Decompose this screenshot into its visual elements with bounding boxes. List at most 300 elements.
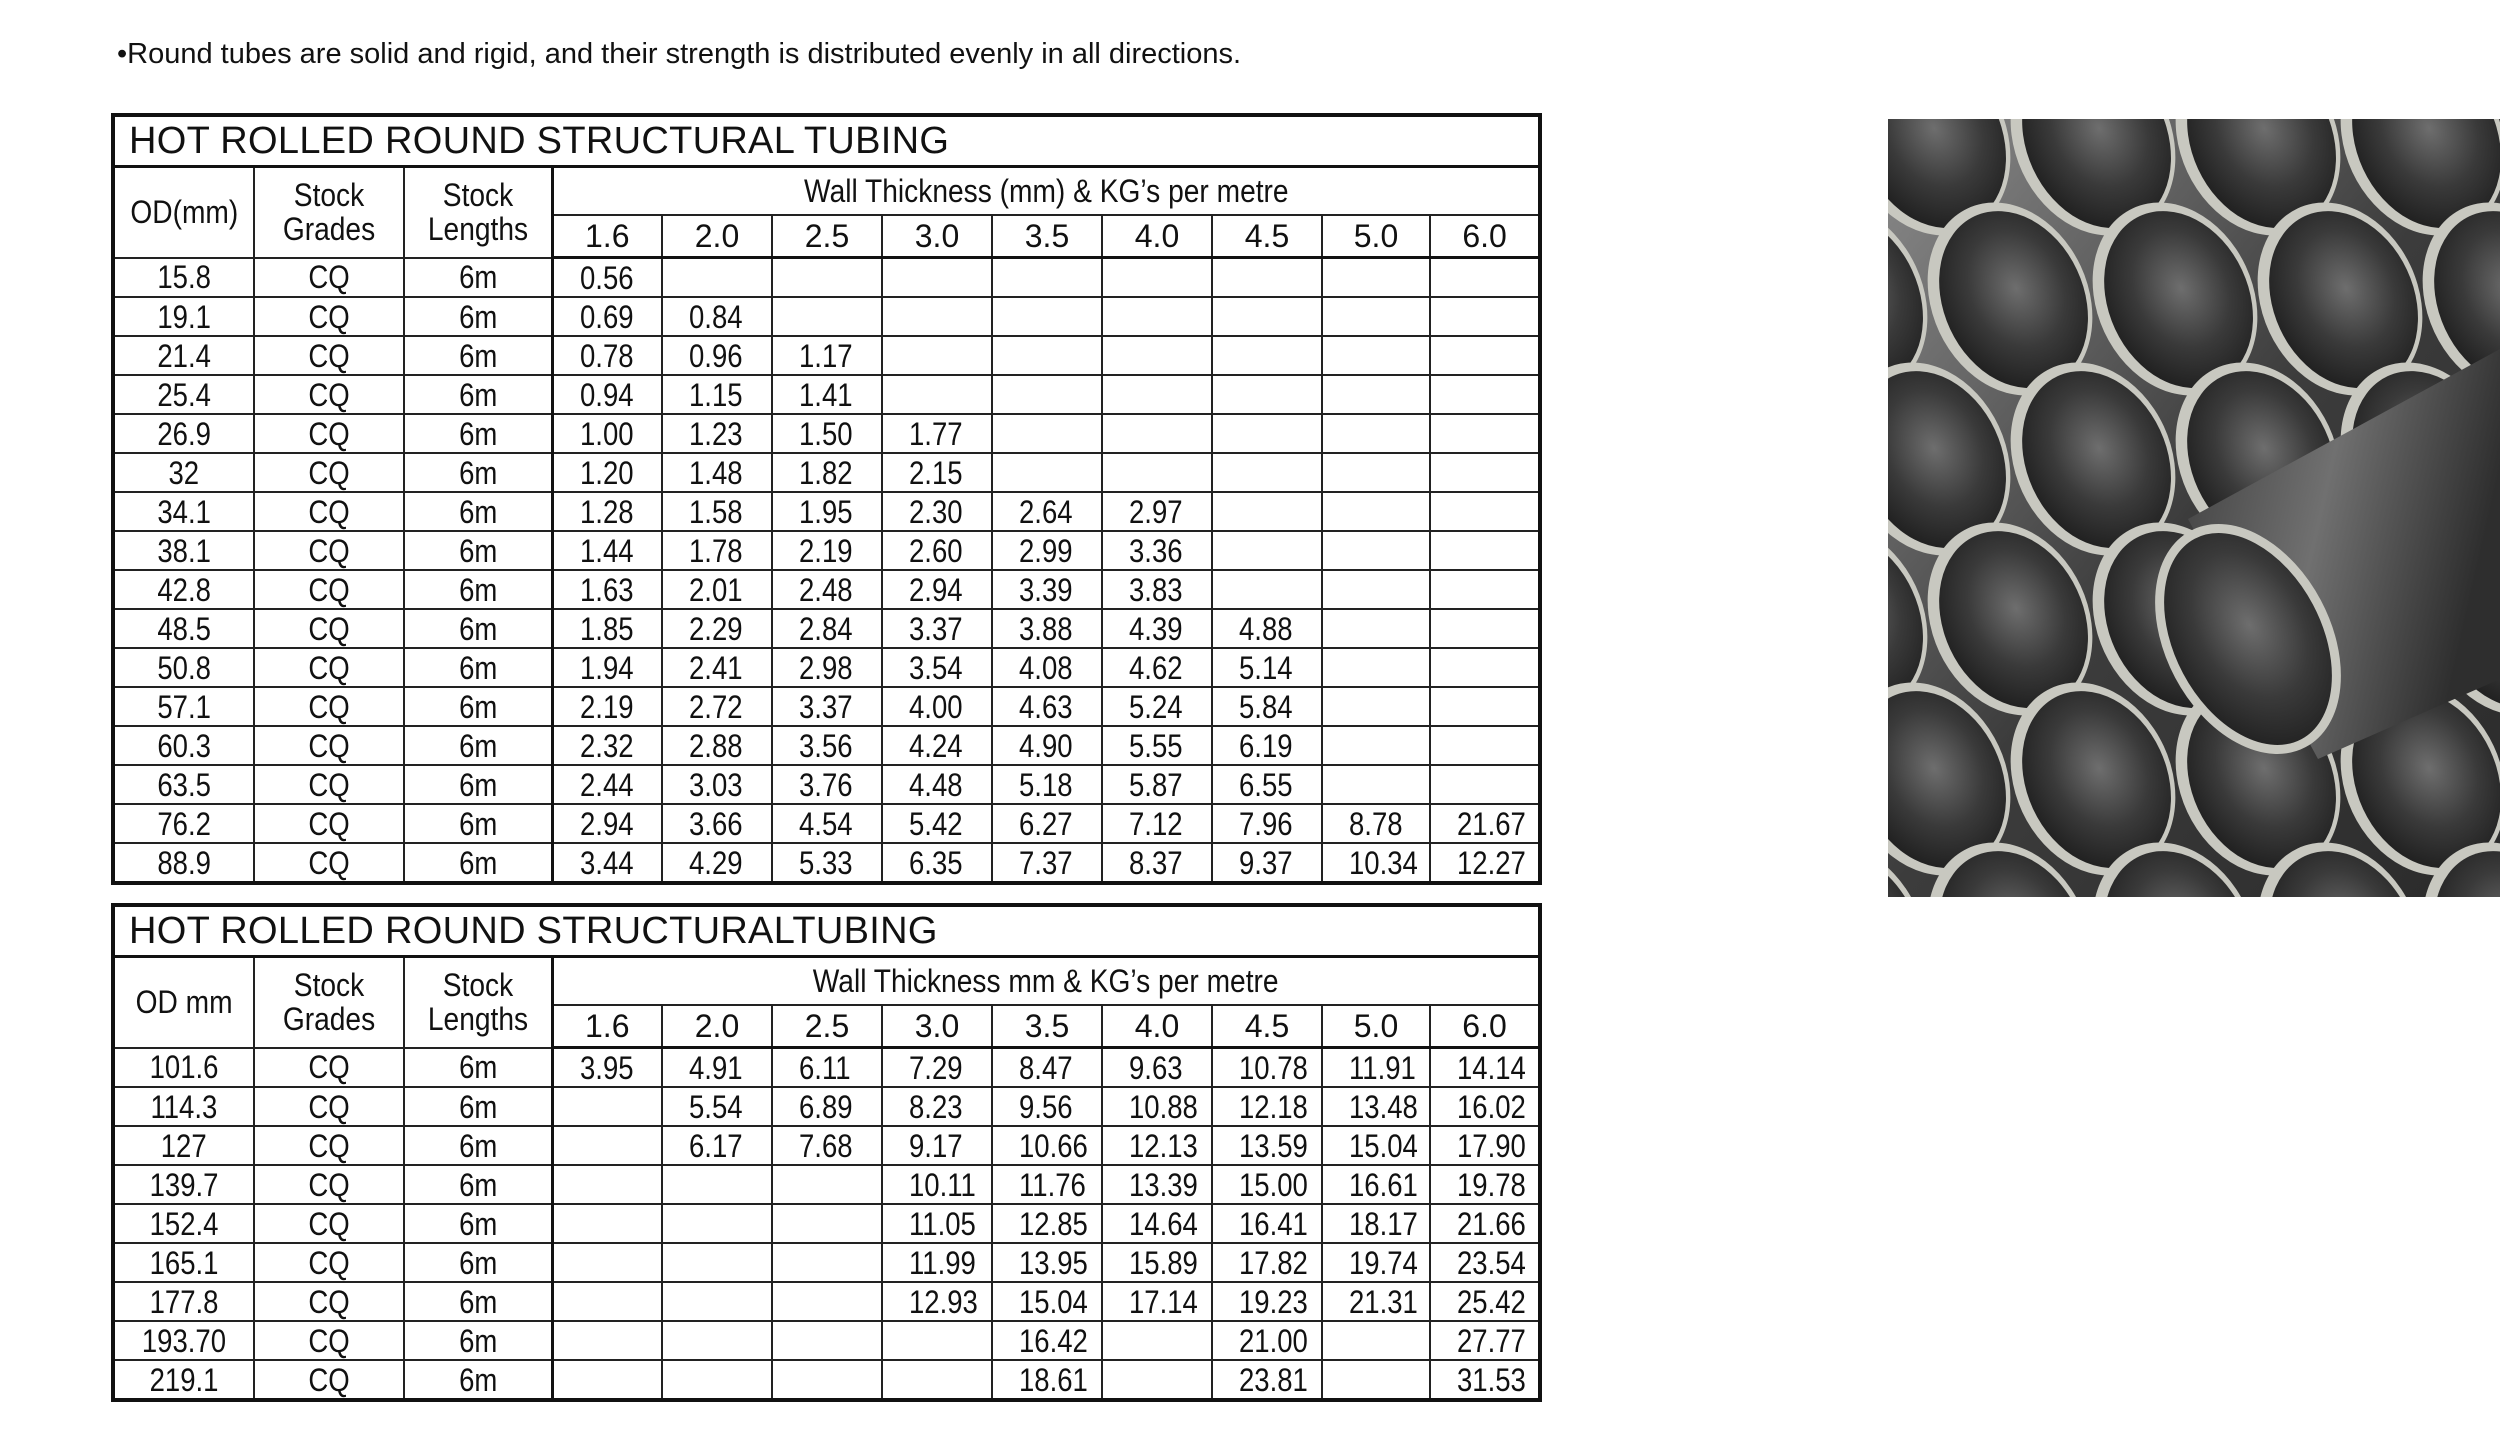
weight-cell: 0.96 xyxy=(662,336,772,375)
weight-cell xyxy=(1322,336,1430,375)
od-cell: 114.3 xyxy=(113,1087,254,1126)
weight-cell: 11.99 xyxy=(882,1243,992,1282)
weight-cell: 6.55 xyxy=(1212,765,1322,804)
weight-cell: 8.23 xyxy=(882,1087,992,1126)
weight-cell: 15.04 xyxy=(1322,1126,1430,1165)
weight-cell: 1.85 xyxy=(552,609,662,648)
weight-cell xyxy=(1430,336,1540,375)
weight-cell: 1.94 xyxy=(552,648,662,687)
weight-cell xyxy=(992,414,1102,453)
table-row xyxy=(113,1165,1540,1204)
table-row xyxy=(113,1321,1540,1360)
thickness-header: 1.6 xyxy=(552,215,662,258)
grade-cell: CQ xyxy=(254,609,404,648)
weight-cell xyxy=(662,258,772,298)
weight-cell: 16.02 xyxy=(1430,1087,1540,1126)
od-cell: 139.7 xyxy=(113,1165,254,1204)
weight-cell: 2.99 xyxy=(992,531,1102,570)
weight-cell xyxy=(1430,570,1540,609)
thickness-header: 1.6 xyxy=(552,1005,662,1048)
weight-cell: 5.42 xyxy=(882,804,992,843)
weight-cell xyxy=(772,1360,882,1400)
od-cell: 50.8 xyxy=(113,648,254,687)
weight-cell: 0.84 xyxy=(662,297,772,336)
weight-cell: 7.37 xyxy=(992,843,1102,883)
od-cell: 101.6 xyxy=(113,1048,254,1088)
weight-cell: 15.00 xyxy=(1212,1165,1322,1204)
weight-cell xyxy=(1212,492,1322,531)
weight-cell: 3.03 xyxy=(662,765,772,804)
weight-cell: 7.68 xyxy=(772,1126,882,1165)
weight-cell: 2.01 xyxy=(662,570,772,609)
weight-cell: 9.37 xyxy=(1212,843,1322,883)
weight-cell: 0.56 xyxy=(552,258,662,298)
table-body xyxy=(113,258,1540,884)
od-cell: 25.4 xyxy=(113,375,254,414)
grade-cell: CQ xyxy=(254,1243,404,1282)
od-cell: 38.1 xyxy=(113,531,254,570)
grade-cell: CQ xyxy=(254,726,404,765)
weight-cell: 3.56 xyxy=(772,726,882,765)
table-row xyxy=(113,765,1540,804)
weight-cell: 25.42 xyxy=(1430,1282,1540,1321)
weight-cell: 2.94 xyxy=(552,804,662,843)
grade-cell: CQ xyxy=(254,804,404,843)
intro-text: •Round tubes are solid and rigid, and their strength is distributed evenly in all directions. xyxy=(117,38,1242,70)
weight-cell xyxy=(1212,531,1322,570)
thickness-header: 6.0 xyxy=(1430,1005,1540,1048)
thickness-header: 4.5 xyxy=(1212,1005,1322,1048)
weight-cell xyxy=(1322,726,1430,765)
weight-cell: 11.91 xyxy=(1322,1048,1430,1088)
grade-cell: CQ xyxy=(254,1204,404,1243)
weight-cell xyxy=(882,1360,992,1400)
weight-cell: 3.76 xyxy=(772,765,882,804)
weight-cell xyxy=(1212,375,1322,414)
weight-cell: 1.23 xyxy=(662,414,772,453)
weight-cell xyxy=(662,1204,772,1243)
length-cell: 6m xyxy=(404,1321,552,1360)
weight-cell xyxy=(772,1321,882,1360)
od-cell: 152.4 xyxy=(113,1204,254,1243)
weight-cell: 2.98 xyxy=(772,648,882,687)
weight-cell: 10.88 xyxy=(1102,1087,1212,1126)
weight-cell: 4.00 xyxy=(882,687,992,726)
weight-cell xyxy=(1212,336,1322,375)
weight-cell: 17.14 xyxy=(1102,1282,1212,1321)
weight-cell xyxy=(1430,453,1540,492)
thickness-header: 6.0 xyxy=(1430,215,1540,258)
weight-cell: 17.82 xyxy=(1212,1243,1322,1282)
weight-cell: 12.93 xyxy=(882,1282,992,1321)
weight-cell: 6.11 xyxy=(772,1048,882,1088)
od-cell: 21.4 xyxy=(113,336,254,375)
weight-cell: 2.19 xyxy=(772,531,882,570)
weight-cell: 1.15 xyxy=(662,375,772,414)
weight-cell: 8.37 xyxy=(1102,843,1212,883)
weight-cell: 8.47 xyxy=(992,1048,1102,1088)
weight-cell: 3.88 xyxy=(992,609,1102,648)
weight-cell xyxy=(992,297,1102,336)
weight-cell: 18.61 xyxy=(992,1360,1102,1400)
table-row xyxy=(113,414,1540,453)
lengths-header: Stock Lengths xyxy=(404,957,552,1048)
weight-cell: 4.29 xyxy=(662,843,772,883)
weight-cell: 2.72 xyxy=(662,687,772,726)
table-row xyxy=(113,531,1540,570)
grade-cell: CQ xyxy=(254,1321,404,1360)
weight-cell: 5.84 xyxy=(1212,687,1322,726)
weight-cell xyxy=(1430,765,1540,804)
grade-cell: CQ xyxy=(254,1126,404,1165)
weight-cell xyxy=(1322,531,1430,570)
grades-header: Stock Grades xyxy=(254,167,404,258)
od-cell: 26.9 xyxy=(113,414,254,453)
length-cell: 6m xyxy=(404,1165,552,1204)
length-cell: 6m xyxy=(404,609,552,648)
weight-cell: 1.82 xyxy=(772,453,882,492)
od-cell: 60.3 xyxy=(113,726,254,765)
table-row xyxy=(113,1048,1540,1088)
length-cell: 6m xyxy=(404,258,552,298)
weight-cell xyxy=(1322,570,1430,609)
table-row xyxy=(113,687,1540,726)
weight-cell: 7.96 xyxy=(1212,804,1322,843)
table-row xyxy=(113,1360,1540,1400)
weight-cell: 10.78 xyxy=(1212,1048,1322,1088)
weight-cell xyxy=(552,1204,662,1243)
length-cell: 6m xyxy=(404,648,552,687)
weight-cell xyxy=(1430,375,1540,414)
od-cell: 127 xyxy=(113,1126,254,1165)
weight-cell: 1.63 xyxy=(552,570,662,609)
length-cell: 6m xyxy=(404,1243,552,1282)
grade-cell: CQ xyxy=(254,492,404,531)
weight-cell: 5.33 xyxy=(772,843,882,883)
weight-cell: 11.76 xyxy=(992,1165,1102,1204)
weight-cell: 21.00 xyxy=(1212,1321,1322,1360)
od-cell: 48.5 xyxy=(113,609,254,648)
weight-cell: 1.17 xyxy=(772,336,882,375)
table-row xyxy=(113,648,1540,687)
table-body xyxy=(113,1048,1540,1401)
weight-cell xyxy=(1212,258,1322,298)
weight-cell xyxy=(772,1282,882,1321)
weight-cell xyxy=(552,1282,662,1321)
weight-cell: 1.00 xyxy=(552,414,662,453)
weight-cell: 21.31 xyxy=(1322,1282,1430,1321)
weight-cell: 0.94 xyxy=(552,375,662,414)
weight-cell: 1.41 xyxy=(772,375,882,414)
grade-cell: CQ xyxy=(254,648,404,687)
weight-cell xyxy=(1322,297,1430,336)
table-row xyxy=(113,297,1540,336)
od-cell: 88.9 xyxy=(113,843,254,883)
od-cell: 42.8 xyxy=(113,570,254,609)
weight-cell: 2.84 xyxy=(772,609,882,648)
weight-cell xyxy=(1212,297,1322,336)
grade-cell: CQ xyxy=(254,1165,404,1204)
weight-cell: 10.11 xyxy=(882,1165,992,1204)
weight-cell: 19.78 xyxy=(1430,1165,1540,1204)
weight-cell: 5.18 xyxy=(992,765,1102,804)
steel-tubes-photo xyxy=(1888,119,2500,897)
od-cell: 57.1 xyxy=(113,687,254,726)
weight-cell xyxy=(662,1321,772,1360)
od-cell: 19.1 xyxy=(113,297,254,336)
weight-cell: 2.44 xyxy=(552,765,662,804)
weight-cell: 5.24 xyxy=(1102,687,1212,726)
weight-cell: 19.74 xyxy=(1322,1243,1430,1282)
od-cell: 63.5 xyxy=(113,765,254,804)
od-cell: 177.8 xyxy=(113,1282,254,1321)
weight-cell: 1.77 xyxy=(882,414,992,453)
weight-cell: 2.41 xyxy=(662,648,772,687)
weight-cell: 1.20 xyxy=(552,453,662,492)
table-row xyxy=(113,1087,1540,1126)
thickness-header: 3.5 xyxy=(992,215,1102,258)
table-row xyxy=(113,804,1540,843)
thickness-header: 2.5 xyxy=(772,215,882,258)
weight-cell: 13.39 xyxy=(1102,1165,1212,1204)
weight-cell: 3.83 xyxy=(1102,570,1212,609)
weight-cell xyxy=(882,336,992,375)
lengths-header: Stock Lengths xyxy=(404,167,552,258)
weight-cell xyxy=(1430,258,1540,298)
weight-cell: 12.13 xyxy=(1102,1126,1212,1165)
weight-cell xyxy=(1102,258,1212,298)
weight-cell xyxy=(1322,258,1430,298)
weight-cell xyxy=(1102,297,1212,336)
weight-cell: 3.37 xyxy=(882,609,992,648)
tubing-table-2 xyxy=(111,903,1542,1402)
table-row xyxy=(113,1126,1540,1165)
weight-cell xyxy=(1102,453,1212,492)
weight-cell xyxy=(552,1360,662,1400)
thickness-header: 2.0 xyxy=(662,1005,772,1048)
weight-cell xyxy=(992,453,1102,492)
weight-cell: 14.14 xyxy=(1430,1048,1540,1088)
grade-cell: CQ xyxy=(254,453,404,492)
weight-cell: 6.19 xyxy=(1212,726,1322,765)
weight-cell: 7.29 xyxy=(882,1048,992,1088)
weight-cell: 14.64 xyxy=(1102,1204,1212,1243)
weight-cell: 1.28 xyxy=(552,492,662,531)
length-cell: 6m xyxy=(404,336,552,375)
length-cell: 6m xyxy=(404,297,552,336)
weight-cell: 3.37 xyxy=(772,687,882,726)
thickness-header: 2.5 xyxy=(772,1005,882,1048)
tubing-table-1 xyxy=(111,113,1542,885)
wall-thickness-header: Wall Thickness mm & KG’s per metre xyxy=(552,957,1540,1006)
weight-cell: 23.81 xyxy=(1212,1360,1322,1400)
length-cell: 6m xyxy=(404,804,552,843)
weight-cell: 27.77 xyxy=(1430,1321,1540,1360)
weight-cell: 1.58 xyxy=(662,492,772,531)
weight-cell: 4.24 xyxy=(882,726,992,765)
weight-cell xyxy=(1322,609,1430,648)
weight-cell: 21.66 xyxy=(1430,1204,1540,1243)
weight-cell xyxy=(1212,414,1322,453)
weight-cell: 1.50 xyxy=(772,414,882,453)
weight-cell: 12.18 xyxy=(1212,1087,1322,1126)
grade-cell: CQ xyxy=(254,1360,404,1400)
weight-cell xyxy=(772,1204,882,1243)
weight-cell xyxy=(552,1126,662,1165)
length-cell: 6m xyxy=(404,492,552,531)
weight-cell: 2.48 xyxy=(772,570,882,609)
length-cell: 6m xyxy=(404,531,552,570)
grade-cell: CQ xyxy=(254,843,404,883)
od-header: OD(mm) xyxy=(113,167,254,258)
weight-cell: 2.64 xyxy=(992,492,1102,531)
weight-cell: 19.23 xyxy=(1212,1282,1322,1321)
grades-header: Stock Grades xyxy=(254,957,404,1048)
weight-cell xyxy=(1322,687,1430,726)
thickness-header: 2.0 xyxy=(662,215,772,258)
length-cell: 6m xyxy=(404,765,552,804)
weight-cell xyxy=(552,1321,662,1360)
weight-cell xyxy=(882,297,992,336)
weight-cell xyxy=(1430,687,1540,726)
weight-cell: 13.95 xyxy=(992,1243,1102,1282)
weight-cell xyxy=(882,1321,992,1360)
od-cell: 15.8 xyxy=(113,258,254,298)
grade-cell: CQ xyxy=(254,765,404,804)
table-row xyxy=(113,1204,1540,1243)
grade-cell: CQ xyxy=(254,1087,404,1126)
thickness-header: 4.0 xyxy=(1102,1005,1212,1048)
weight-cell: 3.95 xyxy=(552,1048,662,1088)
weight-cell: 23.54 xyxy=(1430,1243,1540,1282)
weight-cell xyxy=(1102,1321,1212,1360)
weight-cell: 5.14 xyxy=(1212,648,1322,687)
weight-cell: 0.78 xyxy=(552,336,662,375)
od-cell: 219.1 xyxy=(113,1360,254,1400)
weight-cell xyxy=(1430,726,1540,765)
weight-cell xyxy=(1322,414,1430,453)
grade-cell: CQ xyxy=(254,336,404,375)
weight-cell: 2.60 xyxy=(882,531,992,570)
table-row xyxy=(113,375,1540,414)
grade-cell: CQ xyxy=(254,531,404,570)
od-header: OD mm xyxy=(113,957,254,1048)
weight-cell: 4.39 xyxy=(1102,609,1212,648)
weight-cell: 2.97 xyxy=(1102,492,1212,531)
weight-cell: 3.44 xyxy=(552,843,662,883)
od-cell: 34.1 xyxy=(113,492,254,531)
length-cell: 6m xyxy=(404,570,552,609)
length-cell: 6m xyxy=(404,453,552,492)
weight-cell: 9.17 xyxy=(882,1126,992,1165)
weight-cell xyxy=(1322,1360,1430,1400)
weight-cell xyxy=(552,1087,662,1126)
weight-cell: 21.67 xyxy=(1430,804,1540,843)
length-cell: 6m xyxy=(404,1126,552,1165)
weight-cell: 2.19 xyxy=(552,687,662,726)
weight-cell xyxy=(1430,609,1540,648)
weight-cell xyxy=(662,1282,772,1321)
weight-cell: 6.27 xyxy=(992,804,1102,843)
weight-cell: 2.15 xyxy=(882,453,992,492)
table-row xyxy=(113,1282,1540,1321)
weight-cell xyxy=(772,297,882,336)
table-title: HOT ROLLED ROUND STRUCTURAL TUBING xyxy=(113,115,1540,167)
weight-cell xyxy=(1322,375,1430,414)
od-cell: 193.70 xyxy=(113,1321,254,1360)
length-cell: 6m xyxy=(404,1087,552,1126)
weight-cell xyxy=(1102,375,1212,414)
thickness-header: 4.5 xyxy=(1212,215,1322,258)
weight-cell: 1.78 xyxy=(662,531,772,570)
weight-cell xyxy=(1430,414,1540,453)
weight-cell xyxy=(882,258,992,298)
weight-cell: 5.55 xyxy=(1102,726,1212,765)
weight-cell: 2.94 xyxy=(882,570,992,609)
weight-cell xyxy=(1322,453,1430,492)
length-cell: 6m xyxy=(404,726,552,765)
weight-cell xyxy=(1430,648,1540,687)
weight-cell: 6.17 xyxy=(662,1126,772,1165)
grade-cell: CQ xyxy=(254,375,404,414)
weight-cell xyxy=(992,258,1102,298)
tube-stack-image xyxy=(1888,119,2500,897)
length-cell: 6m xyxy=(404,1048,552,1088)
grade-cell: CQ xyxy=(254,258,404,298)
weight-cell: 4.91 xyxy=(662,1048,772,1088)
table-row xyxy=(113,1243,1540,1282)
weight-cell: 3.66 xyxy=(662,804,772,843)
weight-cell: 0.69 xyxy=(552,297,662,336)
weight-cell xyxy=(1102,414,1212,453)
table-row xyxy=(113,258,1540,298)
weight-cell xyxy=(1430,297,1540,336)
weight-cell xyxy=(1430,492,1540,531)
weight-cell: 15.04 xyxy=(992,1282,1102,1321)
weight-cell: 17.90 xyxy=(1430,1126,1540,1165)
weight-cell: 4.48 xyxy=(882,765,992,804)
weight-cell: 1.95 xyxy=(772,492,882,531)
weight-cell: 3.39 xyxy=(992,570,1102,609)
weight-cell: 9.56 xyxy=(992,1087,1102,1126)
od-cell: 32 xyxy=(113,453,254,492)
weight-cell: 2.30 xyxy=(882,492,992,531)
thickness-header: 5.0 xyxy=(1322,215,1430,258)
thickness-header: 3.0 xyxy=(882,1005,992,1048)
weight-cell: 15.89 xyxy=(1102,1243,1212,1282)
weight-cell xyxy=(882,375,992,414)
weight-cell xyxy=(992,336,1102,375)
weight-cell xyxy=(1430,531,1540,570)
od-cell: 76.2 xyxy=(113,804,254,843)
grade-cell: CQ xyxy=(254,1048,404,1088)
weight-cell: 12.85 xyxy=(992,1204,1102,1243)
weight-cell: 2.32 xyxy=(552,726,662,765)
weight-cell: 31.53 xyxy=(1430,1360,1540,1400)
weight-cell xyxy=(1102,336,1212,375)
length-cell: 6m xyxy=(404,843,552,883)
weight-cell xyxy=(1212,453,1322,492)
table-title: HOT ROLLED ROUND STRUCTURALTUBING xyxy=(113,905,1540,957)
weight-cell: 1.44 xyxy=(552,531,662,570)
table-row xyxy=(113,609,1540,648)
weight-cell xyxy=(1322,765,1430,804)
weight-cell: 18.17 xyxy=(1322,1204,1430,1243)
weight-cell: 3.36 xyxy=(1102,531,1212,570)
weight-cell: 16.61 xyxy=(1322,1165,1430,1204)
weight-cell: 10.34 xyxy=(1322,843,1430,883)
weight-cell: 2.88 xyxy=(662,726,772,765)
